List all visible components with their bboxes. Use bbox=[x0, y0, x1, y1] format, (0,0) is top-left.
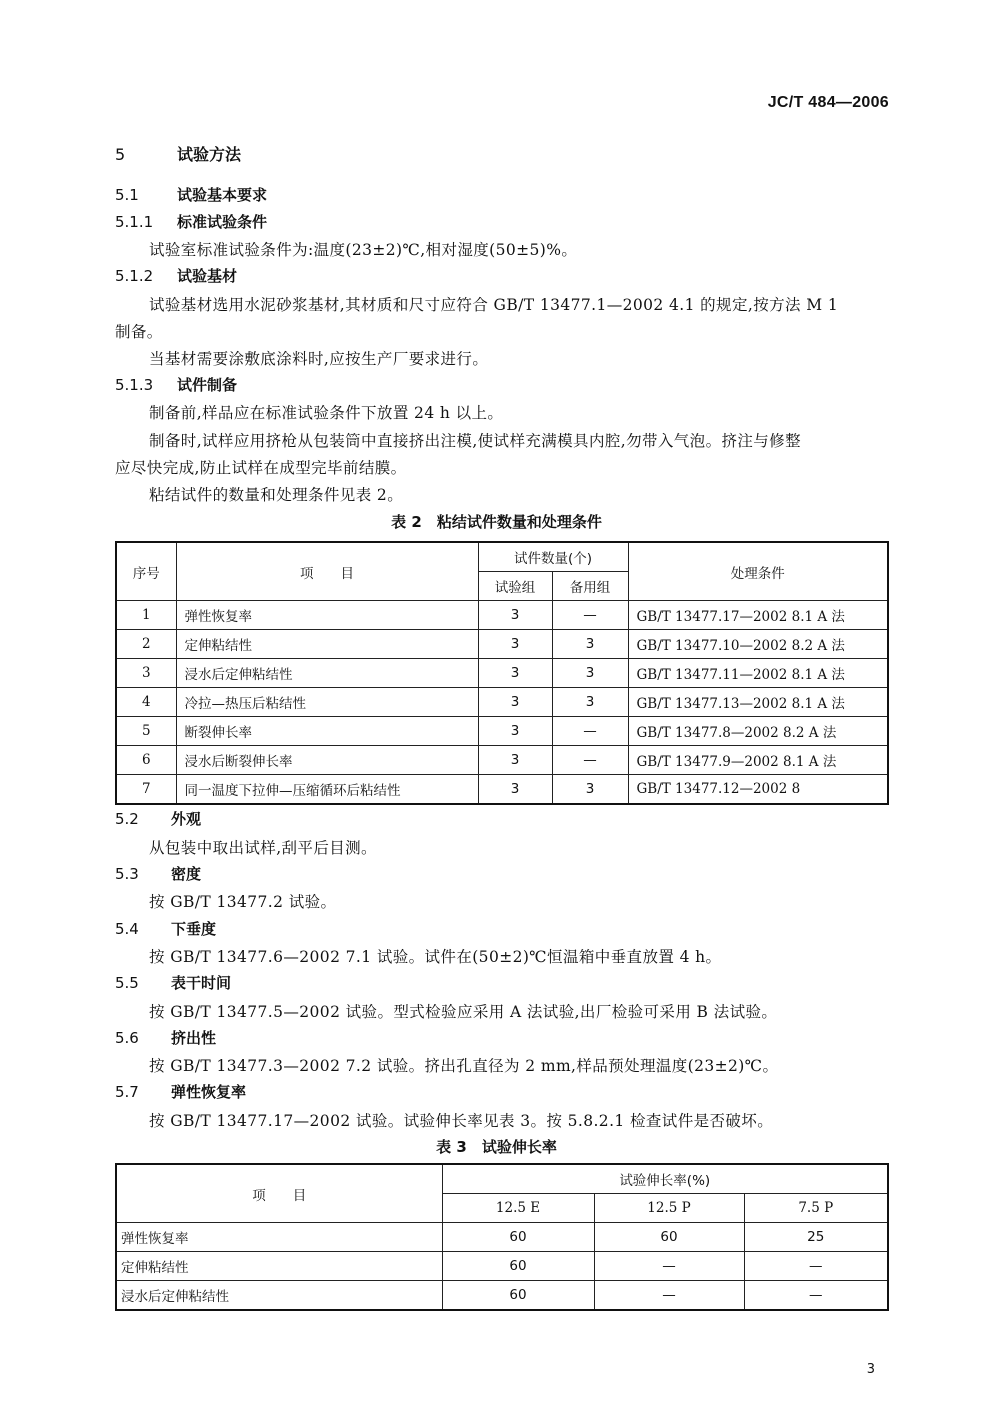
paragraph: 试验室标准试验条件为:温度(23±2)℃,相对湿度(50±5)%。 bbox=[149, 241, 578, 259]
table-2 bbox=[115, 541, 889, 805]
cell-value: — bbox=[744, 1252, 888, 1281]
header-cond: 处理条件 bbox=[628, 542, 888, 601]
table-row bbox=[116, 1252, 888, 1281]
section-5-2-heading: 5.2 外观 bbox=[115, 810, 202, 828]
paragraph: 按 GB/T 13477.5—2002 试验。型式检验应采用 A 法试验,出厂检验可采用 B 法试验。 bbox=[149, 1003, 778, 1021]
cell-cond: GB/T 13477.13—2002 8.1 A 法 bbox=[628, 688, 888, 717]
table-row bbox=[116, 601, 888, 630]
header-count: 试件数量(个) bbox=[478, 542, 628, 572]
paragraph: 按 GB/T 13477.6—2002 7.1 试验。试件在(50±2)℃恒温箱中垂直放置 4 h。 bbox=[149, 948, 722, 966]
section-5-1-2-heading: 5.1.2 试验基材 bbox=[115, 267, 238, 285]
table-row bbox=[116, 659, 888, 688]
paragraph: 制备时,试样应用挤枪从包装筒中直接挤出注模,使试样充满模具内腔,勿带入气泡。挤注与修整 bbox=[149, 432, 801, 450]
paragraph: 粘结试件的数量和处理条件见表 2。 bbox=[149, 486, 404, 504]
cell-item: 浸水后定伸粘结性 bbox=[176, 659, 478, 688]
cell-item: 同一温度下拉伸—压缩循环后粘结性 bbox=[176, 775, 478, 805]
cell-seq: 6 bbox=[116, 746, 176, 775]
cell-seq: 4 bbox=[116, 688, 176, 717]
cell-test: 3 bbox=[478, 659, 552, 688]
table-3 bbox=[115, 1163, 889, 1311]
header-test: 试验组 bbox=[478, 572, 552, 601]
header-7-5-p: 7.5 P bbox=[744, 1194, 888, 1223]
paragraph: 按 GB/T 13477.17—2002 试验。试验伸长率见表 3。按 5.8.2.1 检查试件是否破坏。 bbox=[149, 1112, 774, 1130]
table-header-row bbox=[116, 542, 888, 572]
section-5-heading: 5 试验方法 bbox=[115, 145, 242, 164]
cell-item: 定伸粘结性 bbox=[176, 630, 478, 659]
cell-spare: 3 bbox=[552, 659, 628, 688]
section-5-4-heading: 5.4 下垂度 bbox=[115, 920, 217, 938]
paragraph: 按 GB/T 13477.2 试验。 bbox=[149, 893, 337, 911]
table-row bbox=[116, 775, 888, 805]
paragraph: 按 GB/T 13477.3—2002 7.2 试验。挤出孔直径为 2 mm,样品预处理温度(23±2)℃。 bbox=[149, 1057, 779, 1075]
cell-test: 3 bbox=[478, 746, 552, 775]
table-3-caption: 表 3 试验伸长率 bbox=[436, 1138, 557, 1156]
cell-value: 60 bbox=[594, 1223, 744, 1252]
table-row bbox=[116, 717, 888, 746]
section-5-5-heading: 5.5 表干时间 bbox=[115, 974, 232, 992]
header-spare: 备用组 bbox=[552, 572, 628, 601]
cell-test: 3 bbox=[478, 775, 552, 805]
paragraph-continued: 应尽快完成,防止试样在成型完毕前结膜。 bbox=[115, 459, 407, 477]
cell-cond: GB/T 13477.8—2002 8.2 A 法 bbox=[628, 717, 888, 746]
cell-value: 60 bbox=[442, 1252, 594, 1281]
paragraph: 当基材需要涂敷底涂料时,应按生产厂要求进行。 bbox=[149, 350, 489, 368]
cell-cond: GB/T 13477.9—2002 8.1 A 法 bbox=[628, 746, 888, 775]
paragraph: 试验基材选用水泥砂浆基材,其材质和尺寸应符合 GB/T 13477.1—2002 4.1 的规定,按方法 M 1 bbox=[149, 296, 839, 314]
cell-item: 弹性恢复率 bbox=[176, 601, 478, 630]
header-rate: 试验伸长率(%) bbox=[442, 1164, 888, 1194]
cell-test: 3 bbox=[478, 717, 552, 746]
section-5-1-1-heading: 5.1.1 标准试验条件 bbox=[115, 213, 268, 231]
section-5-6-heading: 5.6 挤出性 bbox=[115, 1029, 217, 1047]
header-12-5-p: 12.5 P bbox=[594, 1194, 744, 1223]
cell-spare: — bbox=[552, 601, 628, 630]
cell-item: 浸水后定伸粘结性 bbox=[116, 1281, 442, 1311]
cell-item: 定伸粘结性 bbox=[116, 1252, 442, 1281]
cell-spare: — bbox=[552, 746, 628, 775]
cell-item: 浸水后断裂伸长率 bbox=[176, 746, 478, 775]
cell-seq: 3 bbox=[116, 659, 176, 688]
cell-seq: 5 bbox=[116, 717, 176, 746]
section-5-1-3-heading: 5.1.3 试件制备 bbox=[115, 376, 238, 394]
cell-value: — bbox=[594, 1252, 744, 1281]
cell-value: 60 bbox=[442, 1223, 594, 1252]
header-12-5-e: 12.5 E bbox=[442, 1194, 594, 1223]
cell-item: 冷拉—热压后粘结性 bbox=[176, 688, 478, 717]
section-5-3-heading: 5.3 密度 bbox=[115, 865, 202, 883]
cell-seq: 7 bbox=[116, 775, 176, 805]
cell-test: 3 bbox=[478, 688, 552, 717]
cell-cond: GB/T 13477.10—2002 8.2 A 法 bbox=[628, 630, 888, 659]
cell-cond: GB/T 13477.17—2002 8.1 A 法 bbox=[628, 601, 888, 630]
cell-item: 弹性恢复率 bbox=[116, 1223, 442, 1252]
table-row bbox=[116, 630, 888, 659]
table-row bbox=[116, 688, 888, 717]
cell-spare: 3 bbox=[552, 688, 628, 717]
cell-seq: 1 bbox=[116, 601, 176, 630]
table-row bbox=[116, 1281, 888, 1311]
cell-cond: GB/T 13477.12—2002 8 bbox=[628, 775, 888, 805]
cell-value: — bbox=[594, 1281, 744, 1311]
cell-spare: 3 bbox=[552, 630, 628, 659]
cell-value: — bbox=[744, 1281, 888, 1311]
document-code-header: JC/T 484—2006 bbox=[767, 94, 889, 111]
paragraph: 从包装中取出试样,刮平后目测。 bbox=[149, 839, 377, 857]
header-item: 项 目 bbox=[116, 1164, 442, 1223]
page-number: 3 bbox=[866, 1362, 875, 1377]
header-seq: 序号 bbox=[116, 542, 176, 601]
cell-item: 断裂伸长率 bbox=[176, 717, 478, 746]
section-5-7-heading: 5.7 弹性恢复率 bbox=[115, 1083, 247, 1101]
cell-spare: — bbox=[552, 717, 628, 746]
cell-test: 3 bbox=[478, 601, 552, 630]
paragraph: 制备前,样品应在标准试验条件下放置 24 h 以上。 bbox=[149, 404, 504, 422]
cell-test: 3 bbox=[478, 630, 552, 659]
table-row bbox=[116, 746, 888, 775]
section-5-1-heading: 5.1 试验基本要求 bbox=[115, 186, 268, 204]
cell-cond: GB/T 13477.11—2002 8.1 A 法 bbox=[628, 659, 888, 688]
cell-spare: 3 bbox=[552, 775, 628, 805]
cell-value: 25 bbox=[744, 1223, 888, 1252]
cell-value: 60 bbox=[442, 1281, 594, 1311]
paragraph-continued: 制备。 bbox=[115, 323, 163, 341]
table-header-row bbox=[116, 1164, 888, 1194]
header-item: 项 目 bbox=[176, 542, 478, 601]
cell-seq: 2 bbox=[116, 630, 176, 659]
table-2-caption: 表 2 粘结试件数量和处理条件 bbox=[391, 513, 602, 531]
table-row bbox=[116, 1223, 888, 1252]
